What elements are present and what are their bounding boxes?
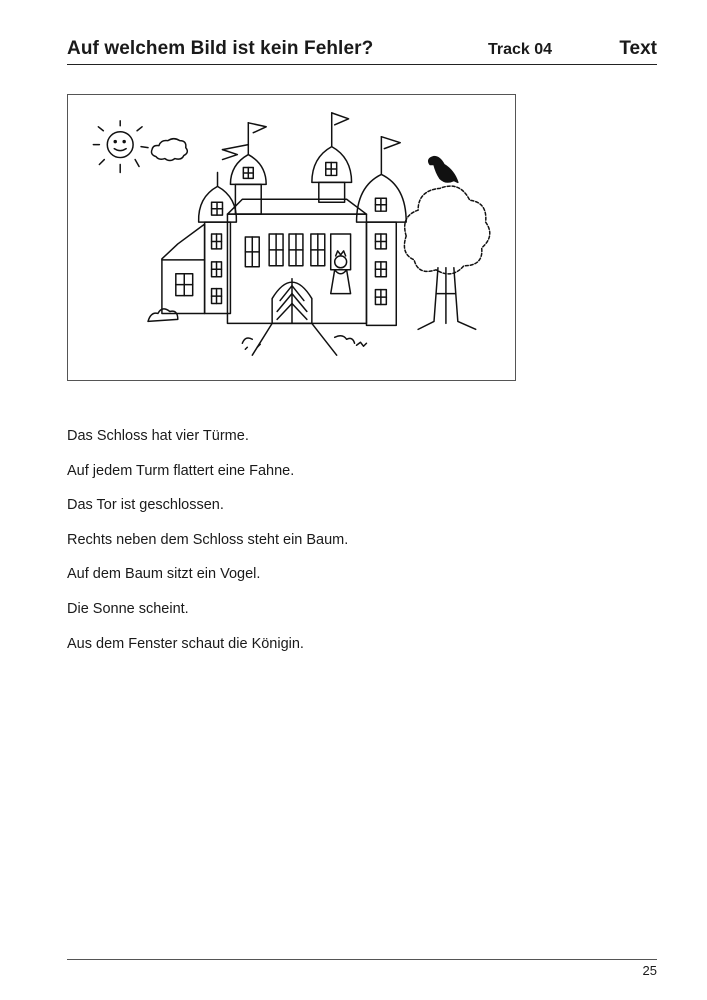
cloud-icon — [151, 139, 187, 161]
page-footer — [67, 959, 657, 982]
track-label: Track 04 — [488, 41, 553, 58]
queen-figure — [331, 251, 351, 294]
sun-icon — [93, 121, 148, 173]
list-item: Rechts neben dem Schloss steht ein Baum. — [67, 531, 349, 548]
bird-icon — [429, 157, 458, 183]
castle-illustration — [67, 94, 516, 381]
list-item: Das Tor ist geschlossen. — [67, 497, 224, 514]
page-header — [67, 36, 657, 65]
list-item: Das Schloss hat vier Türme. — [67, 428, 249, 444]
tree-icon — [404, 186, 489, 329]
sentence-list — [67, 426, 348, 668]
list-item: Auf jedem Turm flattert eine Fahne. — [67, 462, 295, 479]
page-number: 25 — [642, 963, 657, 978]
list-item: Auf dem Baum sitzt ein Vogel. — [67, 566, 261, 583]
list-item: Aus dem Fenster schaut die Königin. — [67, 635, 304, 652]
list-item: Die Sonne scheint. — [67, 600, 189, 617]
section-label: Text — [619, 38, 657, 59]
page-title: Auf welchem Bild ist kein Fehler? — [67, 38, 374, 59]
